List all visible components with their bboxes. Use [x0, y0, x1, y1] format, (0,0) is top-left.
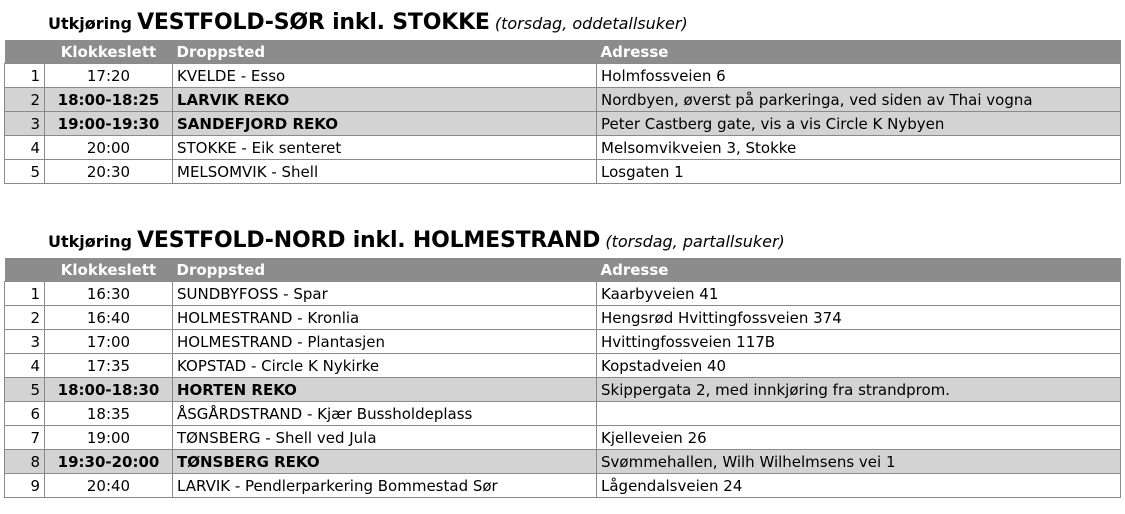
- row-number: 7: [5, 426, 45, 450]
- table-header-row: [5, 40, 1121, 64]
- row-time: 16:30: [45, 282, 173, 306]
- table-row: [5, 64, 1121, 88]
- table-row: [5, 474, 1121, 498]
- section-title: [4, 224, 1120, 258]
- title-note: (torsdag, oddetallsuker): [494, 14, 688, 33]
- row-time: 17:20: [45, 64, 173, 88]
- route-section-vestfold-sor: [4, 6, 1120, 184]
- row-place: KVELDE - Esso: [173, 64, 597, 88]
- title-main: VESTFOLD-SØR inkl. STOKKE: [137, 10, 490, 35]
- header-address: Adresse: [597, 40, 1121, 64]
- header-place: Droppsted: [173, 258, 597, 282]
- row-time: 17:00: [45, 330, 173, 354]
- table-row-reko: [5, 112, 1121, 136]
- row-number: 2: [5, 88, 45, 112]
- row-place: LARVIK - Pendlerparkering Bommestad Sør: [173, 474, 597, 498]
- row-place: KOPSTAD - Circle K Nykirke: [173, 354, 597, 378]
- table-row: [5, 426, 1121, 450]
- row-number: 4: [5, 136, 45, 160]
- row-address: Losgaten 1: [597, 160, 1121, 184]
- row-time: 19:30-20:00: [45, 450, 173, 474]
- row-time: 20:30: [45, 160, 173, 184]
- table-row: [5, 402, 1121, 426]
- table-row-reko: [5, 378, 1121, 402]
- header-place: Droppsted: [173, 40, 597, 64]
- row-place: HOLMESTRAND - Plantasjen: [173, 330, 597, 354]
- row-time: 19:00-19:30: [45, 112, 173, 136]
- row-address: Nordbyen, øverst på parkeringa, ved siden av Thai vogna: [597, 88, 1121, 112]
- row-address: Kopstadveien 40: [597, 354, 1121, 378]
- route-section-vestfold-nord: [4, 224, 1120, 498]
- row-address: Melsomvikveien 3, Stokke: [597, 136, 1121, 160]
- row-time: 16:40: [45, 306, 173, 330]
- table-row-reko: [5, 88, 1121, 112]
- row-place: TØNSBERG REKO: [173, 450, 597, 474]
- row-number: 1: [5, 64, 45, 88]
- header-num: [5, 258, 45, 282]
- row-address: Kjelleveien 26: [597, 426, 1121, 450]
- row-number: 3: [5, 330, 45, 354]
- table-row-reko: [5, 450, 1121, 474]
- header-time: Klokkeslett: [45, 258, 173, 282]
- table-row: [5, 306, 1121, 330]
- table-row: [5, 136, 1121, 160]
- row-address: Holmfossveien 6: [597, 64, 1121, 88]
- row-time: 18:00-18:30: [45, 378, 173, 402]
- row-number: 4: [5, 354, 45, 378]
- table-header-row: [5, 258, 1121, 282]
- row-number: 3: [5, 112, 45, 136]
- table-row: [5, 330, 1121, 354]
- header-address: Adresse: [597, 258, 1121, 282]
- row-number: 9: [5, 474, 45, 498]
- row-address: Svømmehallen, Wilh Wilhelmsens vei 1: [597, 450, 1121, 474]
- row-time: 17:35: [45, 354, 173, 378]
- table-row: [5, 354, 1121, 378]
- row-time: 18:35: [45, 402, 173, 426]
- row-number: 8: [5, 450, 45, 474]
- row-place: LARVIK REKO: [173, 88, 597, 112]
- row-address: Peter Castberg gate, vis a vis Circle K Nybyen: [597, 112, 1121, 136]
- schedule-table: [4, 40, 1121, 184]
- row-number: 1: [5, 282, 45, 306]
- row-address: [597, 402, 1121, 426]
- row-number: 2: [5, 306, 45, 330]
- row-address: Lågendalsveien 24: [597, 474, 1121, 498]
- row-number: 6: [5, 402, 45, 426]
- row-address: Kaarbyveien 41: [597, 282, 1121, 306]
- header-time: Klokkeslett: [45, 40, 173, 64]
- schedule-table: [4, 258, 1121, 498]
- row-place: ÅSGÅRDSTRAND - Kjær Bussholdeplass: [173, 402, 597, 426]
- row-time: 20:00: [45, 136, 173, 160]
- table-row: [5, 160, 1121, 184]
- row-number: 5: [5, 378, 45, 402]
- table-row: [5, 282, 1121, 306]
- row-place: HORTEN REKO: [173, 378, 597, 402]
- row-address: Hvittingfossveien 117B: [597, 330, 1121, 354]
- row-address: Hengsrød Hvittingfossveien 374: [597, 306, 1121, 330]
- row-place: STOKKE - Eik senteret: [173, 136, 597, 160]
- title-prefix: Utkjøring: [48, 232, 132, 251]
- row-number: 5: [5, 160, 45, 184]
- row-time: 19:00: [45, 426, 173, 450]
- row-place: TØNSBERG - Shell ved Jula: [173, 426, 597, 450]
- title-main: VESTFOLD-NORD inkl. HOLMESTRAND: [137, 228, 601, 253]
- row-place: HOLMESTRAND - Kronlia: [173, 306, 597, 330]
- title-prefix: Utkjøring: [48, 14, 132, 33]
- title-note: (torsdag, partallsuker): [605, 232, 785, 251]
- section-title: [4, 6, 1120, 40]
- row-place: MELSOMVIK - Shell: [173, 160, 597, 184]
- row-address: Skippergata 2, med innkjøring fra strandprom.: [597, 378, 1121, 402]
- row-time: 20:40: [45, 474, 173, 498]
- row-place: SANDEFJORD REKO: [173, 112, 597, 136]
- row-time: 18:00-18:25: [45, 88, 173, 112]
- row-place: SUNDBYFOSS - Spar: [173, 282, 597, 306]
- header-num: [5, 40, 45, 64]
